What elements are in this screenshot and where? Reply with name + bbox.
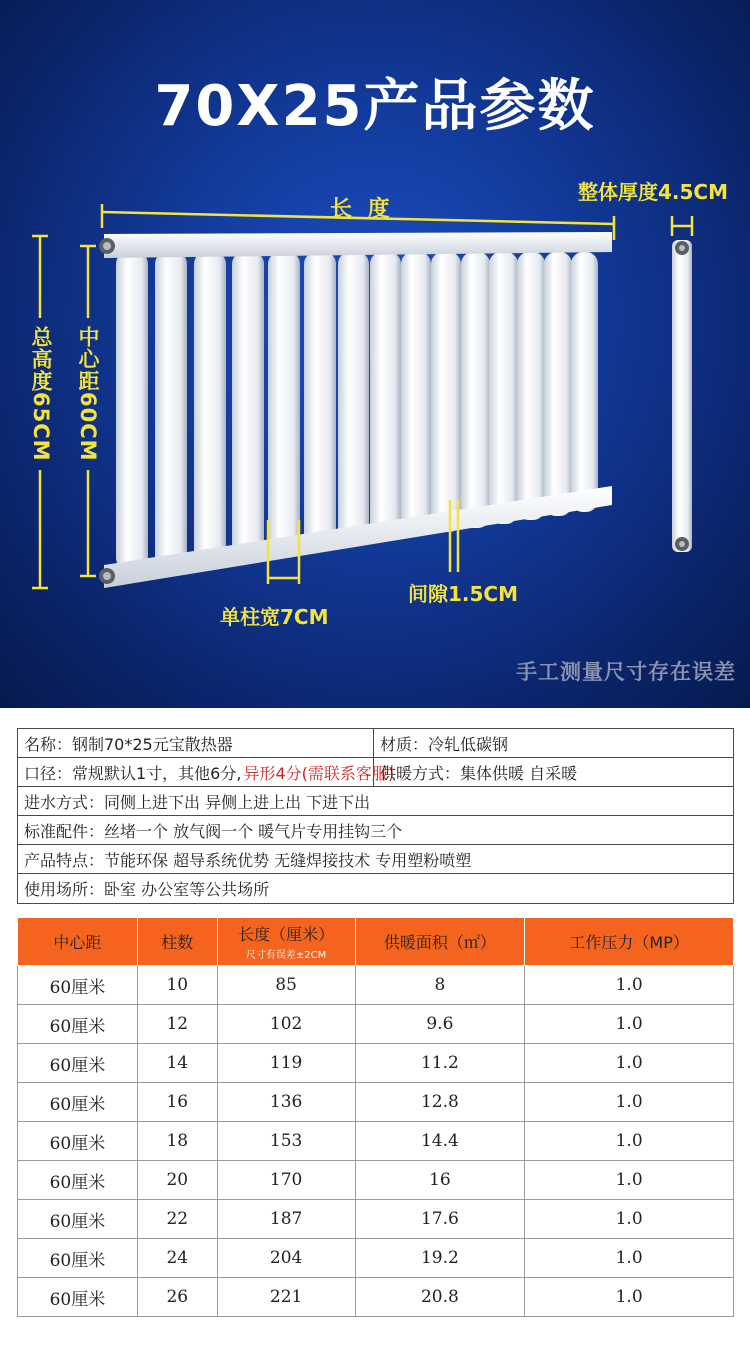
table-cell: 20.8 xyxy=(355,1278,525,1317)
table-cell: 85 xyxy=(217,966,355,1005)
gap-label: 间隙1.5CM xyxy=(408,582,519,606)
header-pressure: 工作压力（MP） xyxy=(525,918,734,966)
page-title: 70X25产品参数 xyxy=(154,74,596,139)
spec-accessories: 标准配件：丝堵一个 放气阀一个 暖气片专用挂钩三个 xyxy=(24,821,403,841)
table-cell: 170 xyxy=(217,1161,355,1200)
table-cell: 1.0 xyxy=(525,1200,734,1239)
table-cell: 9.6 xyxy=(355,1005,525,1044)
table-cell: 221 xyxy=(217,1278,355,1317)
table-cell: 1.0 xyxy=(525,1278,734,1317)
spec-row xyxy=(18,874,733,903)
table-row xyxy=(18,966,734,1005)
spec-name: 名称：钢制70*25元宝散热器 xyxy=(18,729,374,757)
header-length-text: 长度（厘米） xyxy=(238,925,335,944)
spec-caliber xyxy=(18,758,395,786)
table-cell: 11.2 xyxy=(355,1044,525,1083)
spec-heating: 供暖方式：集体供暖 自采暖 xyxy=(380,763,578,783)
table-row xyxy=(18,1200,734,1239)
spec-caliber-note: 异形4分(需联系客服) xyxy=(243,763,395,783)
table-cell: 1.0 xyxy=(525,1161,734,1200)
table-cell: 14.4 xyxy=(355,1122,525,1161)
spec-row xyxy=(18,729,733,758)
spec-inlet: 进水方式：同侧上进下出 异侧上进上出 下进下出 xyxy=(24,792,371,812)
radiator-columns xyxy=(116,252,598,570)
spec-row xyxy=(18,758,733,787)
table-cell: 60厘米 xyxy=(18,1122,138,1161)
table-cell: 60厘米 xyxy=(18,1044,138,1083)
table-row xyxy=(18,1239,734,1278)
spec-caliber-text: 口径：常规默认1寸，其他6分, xyxy=(24,763,242,783)
table-cell: 102 xyxy=(217,1005,355,1044)
header-center-distance: 中心距 xyxy=(18,918,138,966)
table-cell: 10 xyxy=(137,966,217,1005)
table-cell: 187 xyxy=(217,1200,355,1239)
measurement-disclaimer: 手工测量尺寸存在误差 xyxy=(516,660,736,684)
table-cell: 1.0 xyxy=(525,1239,734,1278)
table-cell: 14 xyxy=(137,1044,217,1083)
table-cell: 26 xyxy=(137,1278,217,1317)
table-row xyxy=(18,1278,734,1317)
table-cell: 24 xyxy=(137,1239,217,1278)
spec-row xyxy=(18,787,733,816)
table-header-row xyxy=(18,918,734,966)
table-cell: 204 xyxy=(217,1239,355,1278)
spec-features: 产品特点：节能环保 超导系统优势 无缝焊接技术 专用塑粉喷塑 xyxy=(24,850,472,870)
table-cell: 136 xyxy=(217,1083,355,1122)
table-cell: 119 xyxy=(217,1044,355,1083)
column-width-label: 单柱宽7CM xyxy=(220,605,329,629)
header-heating-area: 供暖面积（㎡） xyxy=(355,918,525,966)
table-row xyxy=(18,1161,734,1200)
table-row xyxy=(18,1083,734,1122)
table-cell: 1.0 xyxy=(525,1083,734,1122)
spec-row xyxy=(18,816,733,845)
table-cell: 20 xyxy=(137,1161,217,1200)
table-cell: 153 xyxy=(217,1122,355,1161)
table-row xyxy=(18,1005,734,1044)
table-cell: 12.8 xyxy=(355,1083,525,1122)
table-row xyxy=(18,1044,734,1083)
table-cell: 12 xyxy=(137,1005,217,1044)
table-cell: 60厘米 xyxy=(18,1005,138,1044)
header-length-note: 尺寸有误差±2CM xyxy=(245,950,327,961)
header-columns: 柱数 xyxy=(137,918,217,966)
table-cell: 60厘米 xyxy=(18,1083,138,1122)
table-cell: 1.0 xyxy=(525,966,734,1005)
spec-places: 使用场所：卧室 办公室等公共场所 xyxy=(24,880,270,899)
table-cell: 60厘米 xyxy=(18,1239,138,1278)
thickness-label: 整体厚度4.5CM xyxy=(578,180,729,204)
table-cell: 8 xyxy=(355,966,525,1005)
table-body xyxy=(18,966,734,1317)
table-cell: 60厘米 xyxy=(18,1161,138,1200)
table-row xyxy=(18,1122,734,1161)
parameter-table xyxy=(17,917,734,1317)
center-distance-label: 中心距60CM xyxy=(76,326,100,462)
table-cell: 60厘米 xyxy=(18,966,138,1005)
total-height-label: 总高度65CM xyxy=(29,326,53,462)
spec-material: 材质：冷轧低碳钢 xyxy=(380,734,509,754)
length-label: 长 度 xyxy=(330,197,394,222)
table-cell: 19.2 xyxy=(355,1239,525,1278)
table-cell: 18 xyxy=(137,1122,217,1161)
table-cell: 1.0 xyxy=(525,1005,734,1044)
table-cell: 1.0 xyxy=(525,1044,734,1083)
table-cell: 1.0 xyxy=(525,1122,734,1161)
table-cell: 16 xyxy=(137,1083,217,1122)
spec-row xyxy=(18,845,733,874)
table-cell: 16 xyxy=(355,1161,525,1200)
header-length xyxy=(217,918,355,966)
table-cell: 17.6 xyxy=(355,1200,525,1239)
spec-box xyxy=(17,728,734,904)
table-cell: 60厘米 xyxy=(18,1200,138,1239)
table-cell: 22 xyxy=(137,1200,217,1239)
table-cell: 60厘米 xyxy=(18,1278,138,1317)
